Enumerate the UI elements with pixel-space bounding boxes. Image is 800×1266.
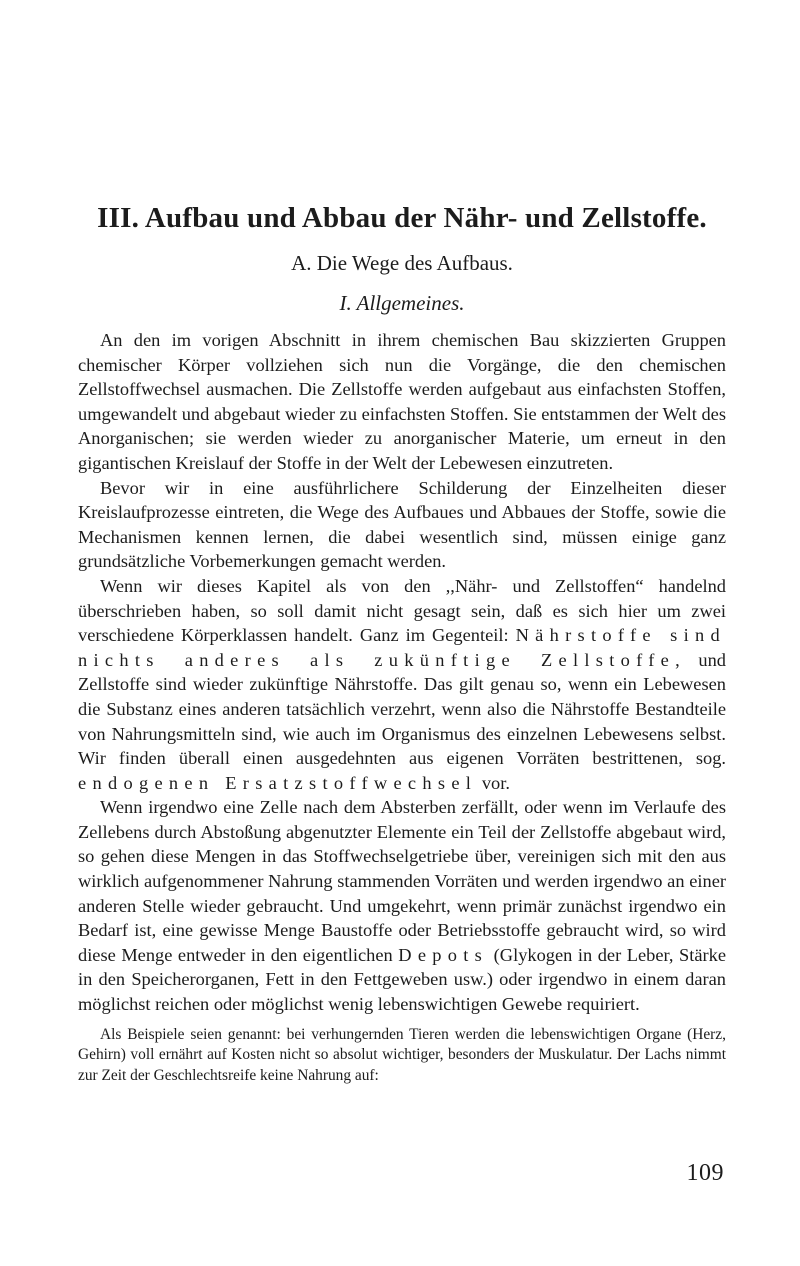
paragraph-4 — [78, 795, 726, 1016]
paragraph-2: Bevor wir in eine ausführlichere Schilderung der Einzelheiten dieser Kreislaufprozesse eintreten, die Wege des Aufbaues und Abbaues der Stoffe, sowie die Mechanismen kennen lernen, die dabei wesentlich sind, müssen einige ganz grundsätzliche Vorbemerkungen gemacht werden. — [78, 477, 726, 572]
emphasis-naehrstoffe: Nährstoffe sind nichts anderes als zukünftige Zellstoffe — [78, 625, 726, 670]
note-paragraph: Als Beispiele seien genannt: bei verhungernden Tieren werden die lebenswichtigen Organe (Herz, Gehirn) voll ernährt auf Kosten nicht so absolut wichtiger, besonders der Muskulatur. Der Lachs nimmt zur Zeit der Geschlechtsreife keine Nahrung auf: — [78, 1025, 726, 1084]
paragraph-3 — [78, 574, 726, 795]
emphasis-depots: Depots — [398, 944, 489, 965]
body-text — [78, 328, 726, 1017]
page-number: 109 — [686, 1160, 724, 1186]
chapter-title: III. Aufbau und Abbau der Nähr- und Zellstoffe. — [97, 202, 707, 234]
paragraph-4-part-a: Wenn irgendwo eine Zelle nach dem Absterben zerfällt, oder wenn im Verlaufe des Zellebens durch Abstoßung abgenutzter Elemente ein Teil der Zellstoffe abgebaut wird, so gehen diese Mengen in das Stoffwechselgetriebe über, vereinigen sich mit den aus wirklich aufgenommener Nahrung stammenden Vorräten und werden irgendwo an einer anderen Stelle wieder gebraucht. Und umgekehrt, wenn primär zunächst irgendwo ein Bedarf ist, eine gewisse Menge Baustoffe oder Betriebsstoffe gebraucht wird, so wird diese Menge entweder in den eigentlichen — [78, 797, 726, 965]
paragraph-3-part-c: vor. — [477, 772, 510, 793]
emphasis-ersatzstoffwechsel: endogenen Ersatzstoffwechsel — [78, 772, 478, 793]
section-title: A. Die Wege des Aufbaus. — [291, 251, 513, 275]
paragraph-1: An den im vorigen Abschnitt in ihrem chemischen Bau skizzierten Gruppen chemischer Körper vollziehen sich nun die Vorgänge, die den chemischen Zellstoffwechsel ausmachen. Die Zellstoffe werden aufgebaut aus einfachsten Stoffen, umgewandelt und abgebaut wieder zu einfachsten Stoffen. Sie entstammen der Welt des Anorganischen; sie werden wieder zu anorganischer Materie, um erneut in den gigantischen Kreislauf der Stoffe in der Welt der Lebewesen einzutreten. — [78, 330, 726, 473]
paragraph-3-part-b: , und Zellstoffe sind wieder zukünftige Nährstoffe. Das gilt genau so, wenn ein Lebewesen die Substanz eines anderen tatsächlich verzehrt, wenn also die Nährstoffe Bestandteile von Nahrungsmitteln sind, wie auch im Organismus des einzelnen Lebewesens selbst. Wir finden überall einen ausgedehnten aus eigenen Vorräten bestrittenen, sog. — [78, 649, 726, 769]
page-content — [78, 200, 726, 1086]
subsection-title: I. Allgemeines. — [339, 291, 465, 315]
paragraph-3-part-a: Wenn wir dieses Kapitel als von den ,,Nähr- und Zellstoffen“ handelnd überschrieben haben, so soll damit nicht gesagt sein, daß es sich hier um zwei verschiedene Körperklassen handelt. Ganz im Gegenteil: — [78, 575, 726, 646]
paragraph-4-part-b: (Glykogen in der Leber, Stärke in den Speicherorganen, Fett in den Fettgeweben usw.) oder irgendwo in einem daran möglichst reichen oder möglichst wenig lebenswichtigen Gewebe requiriert. — [78, 944, 727, 1015]
